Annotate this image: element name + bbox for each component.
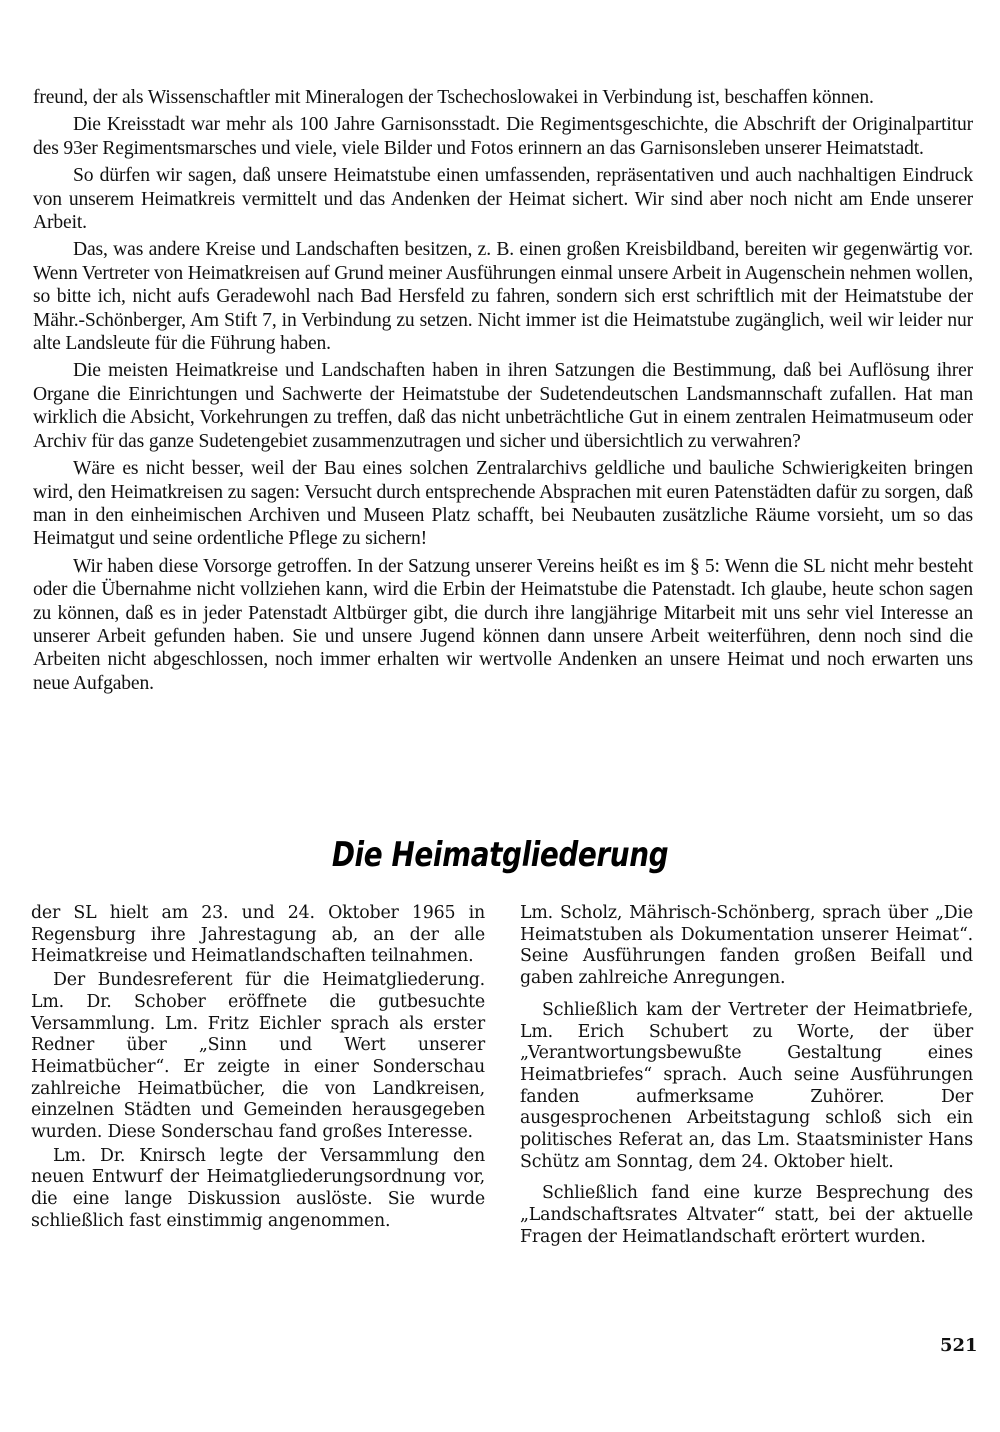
left-column — [31, 903, 485, 1235]
paragraph: Wir haben diese Vorsorge getroffen. In der Satzung unserer Vereins heißt es im § 5: Wenn die SL nicht mehr besteht oder die Übernahme nicht vollziehen kann, wird die Erbin der Heimatstube die Patenstadt. Ich glaube, heute schon sagen zu können, daß es in jeder Patenstadt Altbürger gibt, die durch ihre langjährige Mitarbeit mit uns sehr viel Interesse an unserer Arbeit gefunden haben. Sie und unsere Jugend können dann unsere Arbeit weiterführen, denn noch sind die Arbeiten nicht abgeschlossen, noch immer erhalten wir wertvolle Andenken an unsere Heimat und noch erwarten uns neue Aufgaben. — [33, 555, 973, 694]
paragraph: freund, der als Wissenschaftler mit Mineralogen der Tschechoslowakei in Verbindung ist, beschaffen können. — [33, 87, 874, 108]
section-title: Die Heimatgliederung — [331, 835, 669, 875]
paragraph: So dürfen wir sagen, daß unsere Heimatstube einen umfassenden, repräsentativen und auch nachhaltigen Eindruck von unserem Heimatkreis vermittelt und das Andenken der Heimat sichert. Wir sind aber noch nicht am Ende unserer Arbeit. — [33, 165, 973, 234]
paragraph: Wäre es nicht besser, weil der Bau eines solchen Zentralarchivs geldliche und bauliche Schwierigkeiten bringen wird, den Heimatkreisen zu sagen: Versucht durch entsprechende Absprachen mit euren Patenstädten dafür zu sorgen, daß man in den einheimischen Archiven und Museen Platz schafft, bei Neubauten zusätzliche Räume vorsieht, um so das Heimatgut und seine ordentliche Pflege zu sichern! — [33, 458, 973, 550]
right-column — [520, 903, 973, 1259]
paragraph: Schließlich kam der Vertreter der Heimatbriefe, Lm. Erich Schubert zu Worte, der über „Verantwortungsbewußte Gestaltung eines Heimatbriefes“ sprach. Auch seine Ausführungen fanden aufmerksame Zuhörer. Der ausgesprochenen Arbeitstagung schloß sich ein politisches Referat an, das Lm. Staatsminister Hans Schütz am Sonntag, dem 24. Oktober hielt. — [520, 999, 973, 1172]
paragraph: Lm. Scholz, Mährisch-Schönberg, sprach über „Die Heimatstuben als Dokumentation unserer Heimat“. Seine Ausführungen fanden großen Beifall und gaben zahlreiche Anregungen. — [520, 903, 973, 989]
article-continuation — [33, 86, 973, 699]
page-number: 521 — [940, 1335, 978, 1356]
paragraph: Schließlich fand eine kurze Besprechung des „Landschaftsrates Altvater“ statt, bei der aktuelle Fragen der Heimatlandschaft erörtert wurden. — [520, 1183, 973, 1247]
paragraph: Die Kreisstadt war mehr als 100 Jahre Garnisonsstadt. Die Regimentsgeschichte, die Abschrift der Originalpartitur des 93er Regimentsmarsches und viele, viele Bilder und Fotos erinnern an das Garnisonsleben unserer Heimatstadt. — [33, 114, 973, 159]
paragraph: Das, was andere Kreise und Landschaften besitzen, z. B. einen großen Kreisbildband, bereiten wir gegenwärtig vor. Wenn Vertreter von Heimatkreisen auf Grund meiner Ausführungen einmal unsere Arbeit in Augenschein nehmen wollen, so bitte ich, nicht aufs Geradewohl nach Bad Hersfeld zu fahren, sondern sich erst schriftlich mit der Heimatstube der Mähr.-Schönberger, Am Stift 7, in Verbindung zu setzen. Nicht immer ist die Heimatstube zugänglich, weil wir leider nur alte Landsleute für die Führung haben. — [33, 239, 973, 355]
paragraph: Der Bundesreferent für die Heimatgliederung. Lm. Dr. Schober eröffnete die gutbesuchte Versammlung. Lm. Fritz Eichler sprach als erster Redner über „Sinn und Wert unserer Heimatbücher“. Er zeigte in einer Sonderschau zahlreiche Heimatbücher, die von Landkreisen, einzelnen Städten und Gemeinden herausgegeben wurden. Diese Sonderschau fand großes Interesse. — [31, 970, 485, 1143]
paragraph: Lm. Dr. Knirsch legte der Versammlung den neuen Entwurf der Heimatgliederungsordnung vor, die eine lange Diskussion auslöste. Sie wurde schließlich fast einstimmig angenommen. — [31, 1145, 485, 1231]
paragraph: Die meisten Heimatkreise und Landschaften haben in ihren Satzungen die Bestimmung, daß bei Auflösung ihrer Organe die Einrichtungen und Sachwerte der Heimatstube der Sudetendeutschen Landsmannschaft zufallen. Hat man wirklich die Absicht, Vorkehrungen zu treffen, daß das nicht unbeträchtliche Gut in einem zentralen Heimatmuseum oder Archiv für das ganze Sudetengebiet zusammenzutragen und sicher und übersichtlich zu verwahren? — [33, 360, 973, 452]
paragraph: der SL hielt am 23. und 24. Oktober 1965 in Regensburg ihre Jahrestagung ab, an der alle Heimatkreise und Heimatlandschaften teilnahmen. — [31, 903, 485, 967]
